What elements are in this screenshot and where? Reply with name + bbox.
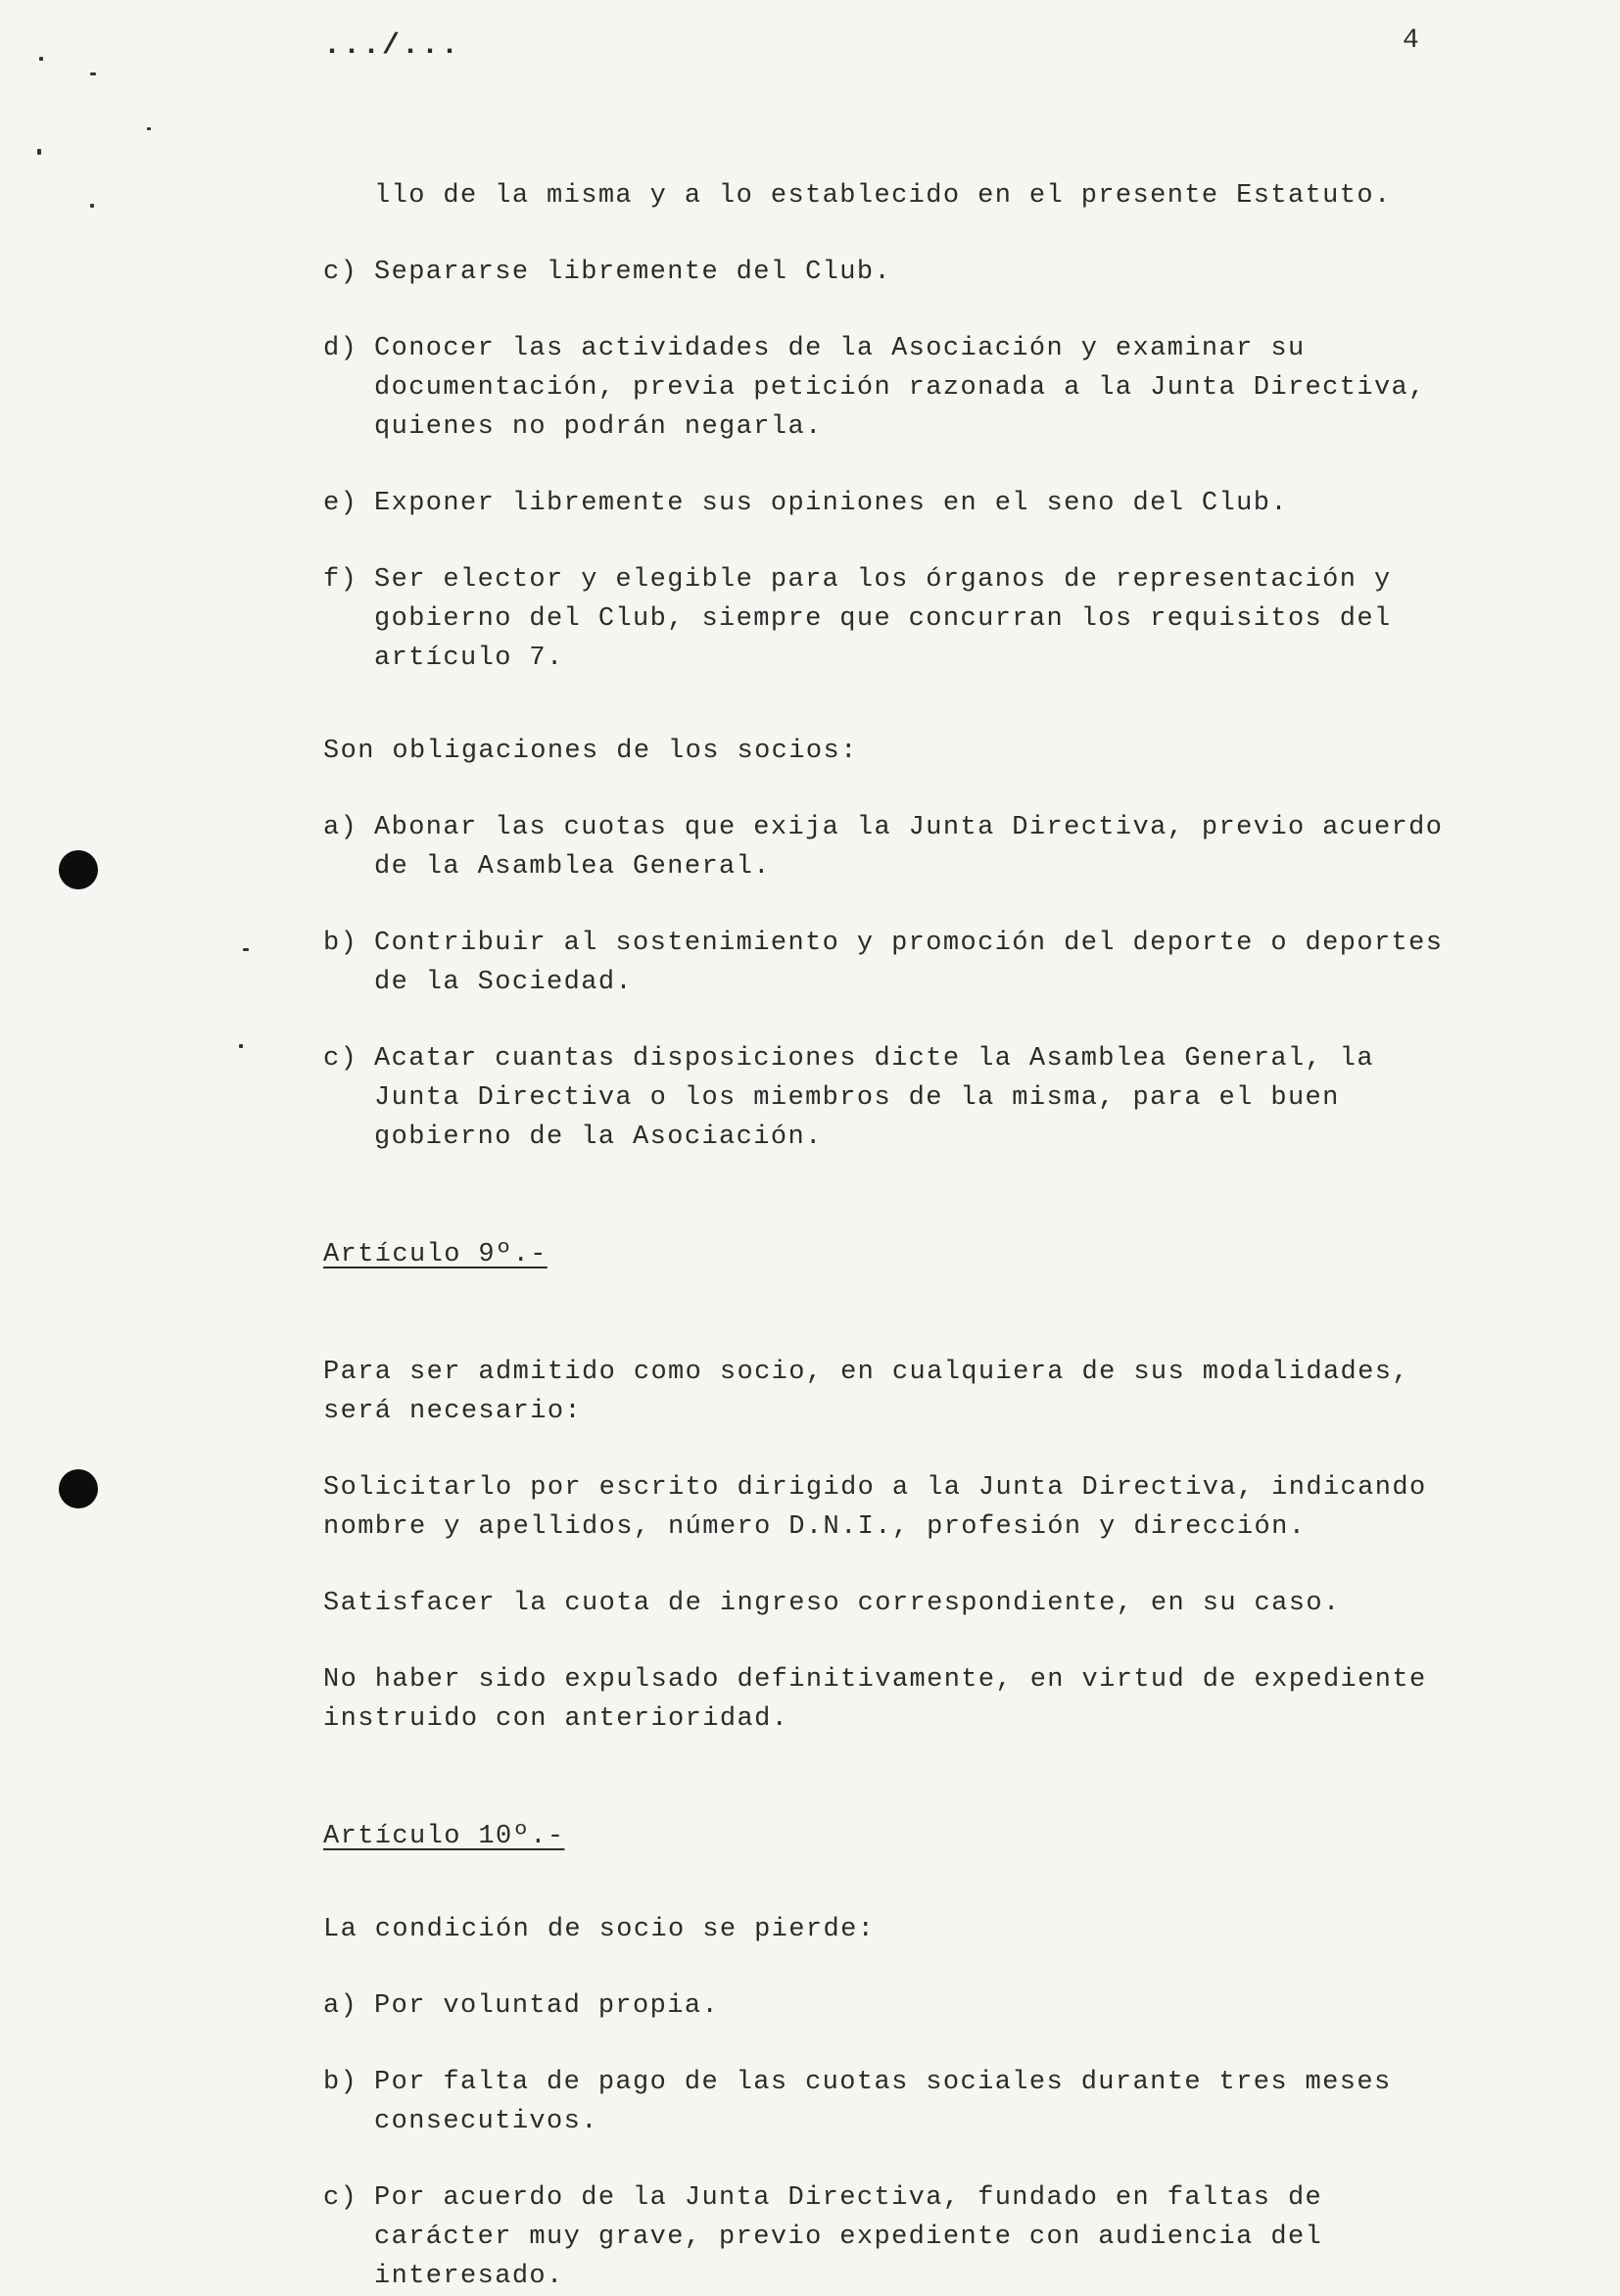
item-text: Por falta de pago de las cuotas sociales durante tres meses consecutivos. xyxy=(374,2068,1392,2136)
item-label: c) xyxy=(323,2183,358,2213)
item-label: c) xyxy=(323,258,358,287)
scan-speck xyxy=(39,57,43,61)
obligation-item-a xyxy=(323,808,1459,886)
rights-item-e xyxy=(323,484,1459,523)
punch-hole-bottom xyxy=(59,1469,98,1508)
page-number: 4 xyxy=(1403,25,1419,56)
item-text: Ser elector y elegible para los órganos de representación y gobierno del Club, siempre que concurran los requisitos del artículo 7. xyxy=(374,565,1392,673)
continuation-line: llo de la misma y a lo establecido en el presente Estatuto. xyxy=(374,181,1392,211)
rights-item-d xyxy=(323,329,1459,447)
item-text: Exponer libremente sus opiniones en el seno del Club. xyxy=(374,489,1288,518)
scan-speck xyxy=(37,149,41,155)
article-10-intro: La condición de socio se pierde: xyxy=(323,1915,876,1944)
item-text: Contribuir al sostenimiento y promoción del deporte o deportes de la Sociedad. xyxy=(374,929,1444,997)
obligation-item-c xyxy=(323,1039,1459,1157)
obligations-intro: Son obligaciones de los socios: xyxy=(323,737,858,766)
item-text: Por voluntad propia. xyxy=(374,1991,720,2021)
document-body xyxy=(323,176,1459,2296)
loss-item-b xyxy=(323,2063,1459,2141)
item-label: e) xyxy=(323,489,358,518)
item-label: c) xyxy=(323,1044,358,1074)
article-9-heading: Artículo 9º.- xyxy=(323,1240,548,1269)
article-10-heading: Artículo 10º.- xyxy=(323,1822,565,1851)
item-text: Conocer las actividades de la Asociación y examinar su documentación, previa petición razonada a la Junta Directiva, quienes no podrán negarla. xyxy=(374,334,1426,442)
scan-speck xyxy=(90,204,94,208)
rights-item-f xyxy=(323,560,1459,678)
article-9-paragraph: Solicitarlo por escrito dirigido a la Junta Directiva, indicando nombre y apellidos, número D.N.I., profesión y dirección. xyxy=(323,1473,1427,1542)
rights-item-c xyxy=(323,253,1459,292)
punch-hole-top xyxy=(59,850,98,889)
article-9-intro: Para ser admitido como socio, en cualquiera de sus modalidades, será necesario: xyxy=(323,1358,1409,1426)
item-label: b) xyxy=(323,2068,358,2097)
item-label: a) xyxy=(323,813,358,842)
item-label: d) xyxy=(323,334,358,363)
item-text: Abonar las cuotas que exija la Junta Directiva, previo acuerdo de la Asamblea General. xyxy=(374,813,1444,882)
article-9-paragraph: Satisfacer la cuota de ingreso correspondiente, en su caso. xyxy=(323,1589,1341,1618)
scan-speck xyxy=(147,127,151,130)
loss-item-c xyxy=(323,2178,1459,2296)
continuation-mark: .../... xyxy=(323,29,461,63)
item-label: b) xyxy=(323,929,358,958)
item-text: Acatar cuantas disposiciones dicte la Asamblea General, la Junta Directiva o los miembros de la misma, para el buen gobierno de la Asociación. xyxy=(374,1044,1374,1152)
obligation-item-b xyxy=(323,924,1459,1002)
article-9-paragraph: No haber sido expulsado definitivamente, en virtud de expediente instruido con anterioridad. xyxy=(323,1665,1427,1734)
item-label: f) xyxy=(323,565,358,595)
item-text: Por acuerdo de la Junta Directiva, fundado en faltas de carácter muy grave, previo expediente con audiencia del interesado. xyxy=(374,2183,1323,2291)
item-label: a) xyxy=(323,1991,358,2021)
scan-speck xyxy=(239,1044,243,1048)
scan-speck xyxy=(90,72,96,75)
scan-speck xyxy=(243,948,249,951)
item-text: Separarse libremente del Club. xyxy=(374,258,892,287)
loss-item-a xyxy=(323,1986,1459,2026)
